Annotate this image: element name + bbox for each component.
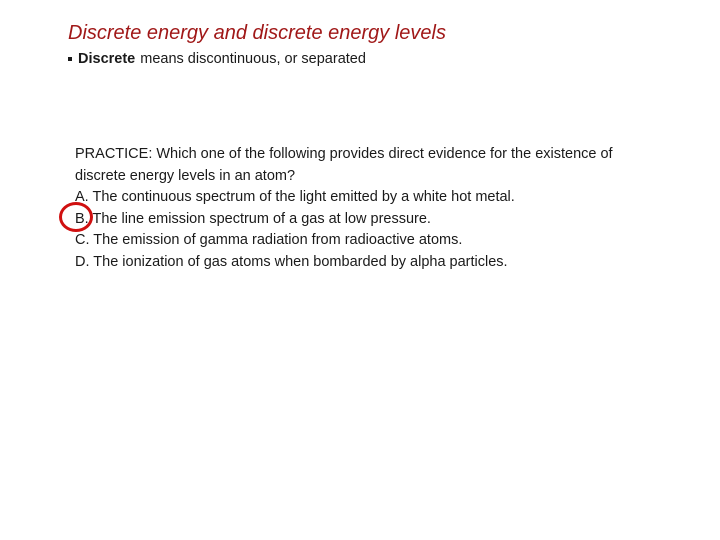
bullet-square-icon (68, 57, 72, 61)
option-a: A. The continuous spectrum of the light emitted by a white hot metal. (75, 189, 515, 205)
practice-question (75, 144, 695, 273)
definition-bullet (68, 51, 366, 67)
option-c: C. The emission of gamma radiation from radioactive atoms. (75, 232, 463, 248)
question-text-line-1: PRACTICE: Which one of the following provides direct evidence for the existence of (75, 146, 613, 162)
option-b: B. The line emission spectrum of a gas at low pressure. (75, 210, 431, 227)
answer-highlight-circle (59, 202, 93, 232)
bullet-definition: means discontinuous, or separated (140, 51, 366, 67)
bullet-term: Discrete (78, 51, 136, 67)
option-d: D. The ionization of gas atoms when bombarded by alpha particles. (75, 253, 508, 270)
question-text-line-2: discrete energy levels in an atom? (75, 167, 296, 184)
slide-title: Discrete energy and discrete energy levels (68, 22, 446, 44)
